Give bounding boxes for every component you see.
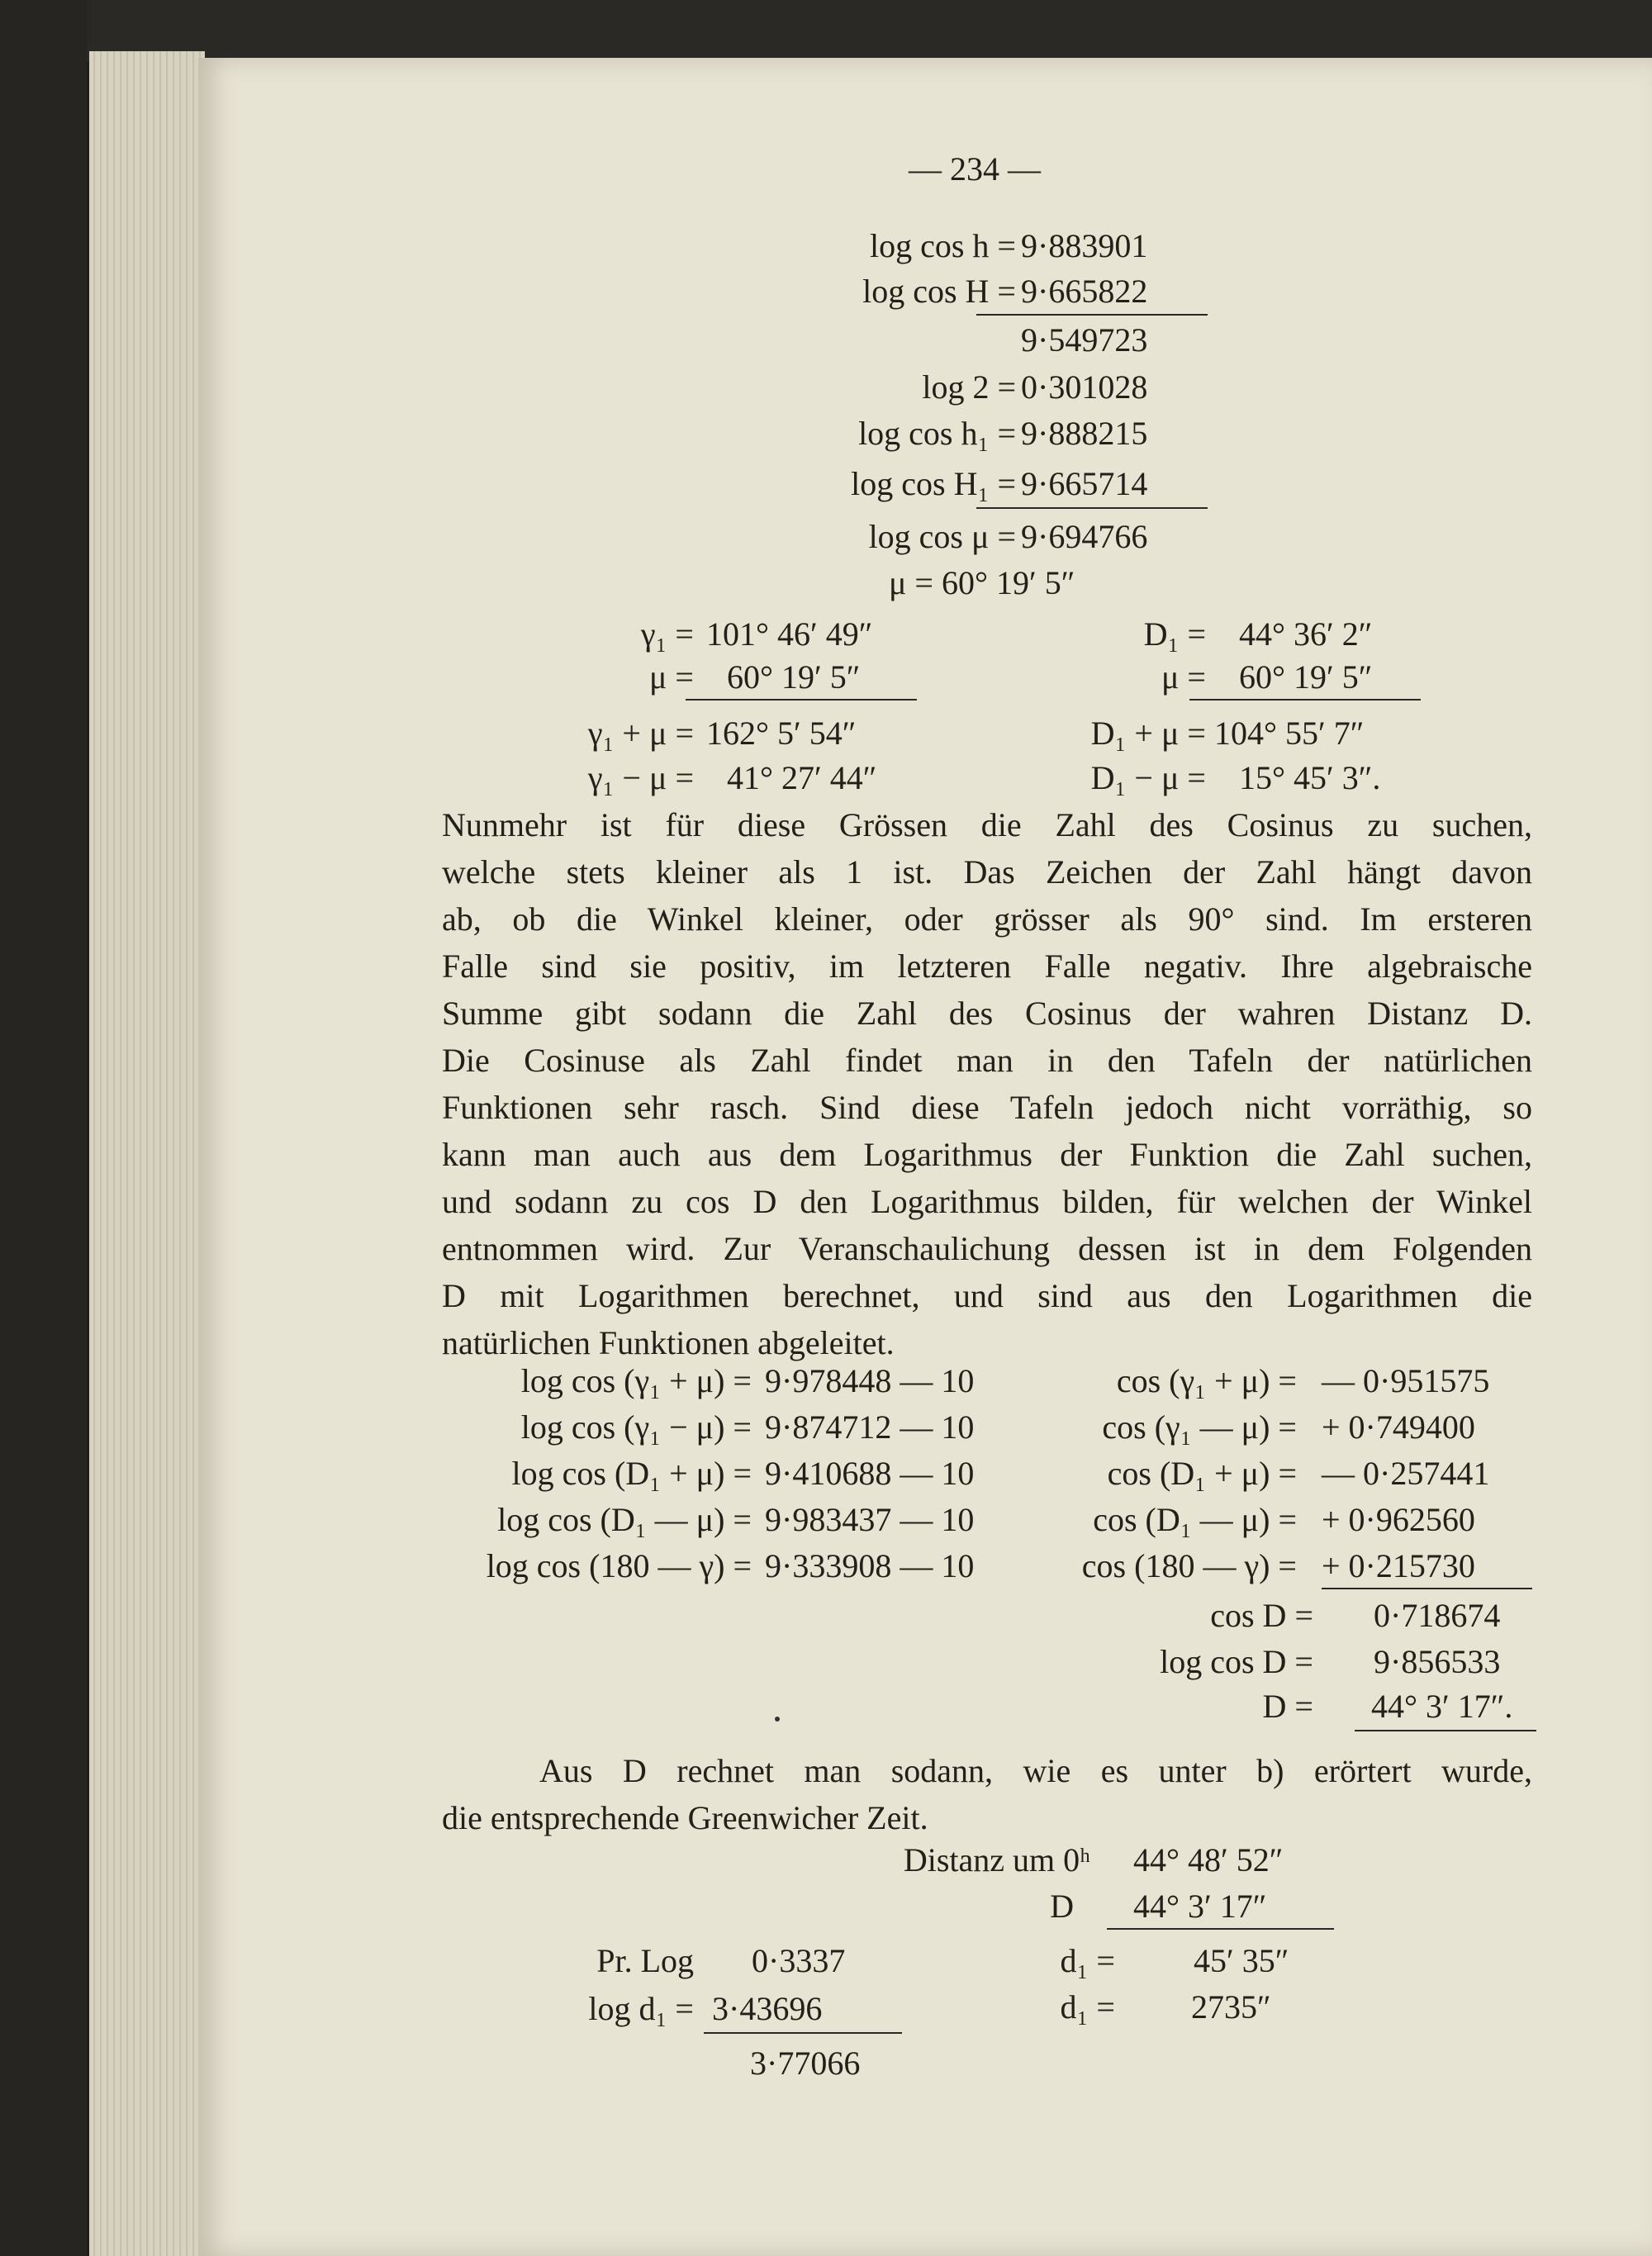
cos-table-log-lhs-3: log cos (D₁ + μ) = (511, 1455, 752, 1492)
paragraph-line: Falle sind sie positiv, im letzteren Falle negativ. Ihre algebraische (442, 948, 1532, 985)
log-rhs-3: 9·549723 (1021, 321, 1148, 359)
gamma-lhs-4: γ₁ − μ = (587, 759, 694, 796)
d-lhs-4: D₁ − μ = (1090, 759, 1206, 796)
distanz-rhs-4: 2735″ (1191, 1988, 1271, 2026)
distanz-rule (1107, 1928, 1334, 1930)
print-speck (775, 1717, 780, 1722)
cos-table-cos-val-1: — 0·951575 (1322, 1362, 1490, 1399)
d-lhs-3: D₁ + μ = (1090, 715, 1206, 752)
cos-table-cos-lhs-5: cos (180 — γ) = (1081, 1547, 1297, 1584)
d-rhs-3: 104° 55′ 7″ (1214, 715, 1365, 752)
log-rhs-2: 9·665822 (1021, 273, 1148, 310)
distanz-lhs-3: d₁ = (1060, 1942, 1115, 1979)
cos-table-cos-val-2: + 0·749400 (1322, 1408, 1475, 1446)
gamma-rhs-2: 60° 19′ 5″ (727, 658, 861, 696)
log-lhs-1: log cos h = (870, 227, 1016, 264)
prlog-rhs-1: 0·3337 (752, 1942, 846, 1979)
prlog-rhs-2: 3·43696 (712, 1990, 823, 2027)
d-rhs-1: 44° 36′ 2″ (1239, 615, 1373, 653)
paragraph-line: D mit Logarithmen berechnet, und sind aus den Logarithmen die (442, 1277, 1532, 1314)
prlog-rhs-3: 3·77066 (750, 2045, 861, 2082)
distanz-lhs-1: Distanz um 0ʰ (903, 1841, 1090, 1878)
result-lhs-1: cos D = (1210, 1597, 1313, 1634)
book-cover-top (0, 0, 1652, 62)
log-lhs-7: log cos μ = (868, 518, 1016, 555)
cos-table-log-val-3: 9·410688 — 10 (765, 1455, 975, 1492)
cos-table-cos-val-3: — 0·257441 (1322, 1455, 1490, 1492)
gamma-rule (686, 699, 917, 701)
log-lhs-6: log cos H₁ = (851, 465, 1016, 502)
result-rhs-1: 0·718674 (1374, 1597, 1501, 1634)
distanz-rhs-3: 45′ 35″ (1194, 1942, 1289, 1979)
log-lhs-8: μ = (888, 564, 933, 601)
paragraph-line: Funktionen sehr rasch. Sind diese Tafeln jedoch nicht vorräthig, so (442, 1089, 1532, 1126)
paragraph-line: die entsprechende Greenwicher Zeit. (442, 1799, 928, 1836)
gamma-rhs-3: 162° 5′ 54″ (706, 715, 857, 752)
log-lhs-2: log cos H = (862, 273, 1016, 310)
result-rhs-3: 44° 3′ 17″. (1371, 1688, 1513, 1725)
prlog-lhs-2: log d₁ = (588, 1990, 694, 2027)
cos-table-log-val-1: 9·978448 — 10 (765, 1362, 975, 1399)
distanz-rhs-2: 44° 3′ 17″ (1133, 1888, 1267, 1925)
d-lhs-2: μ = (1161, 658, 1206, 696)
log-rhs-4: 0·301028 (1021, 368, 1148, 406)
paragraph-closing (442, 1747, 1532, 1841)
gamma-lhs-1: γ₁ = (640, 615, 694, 653)
log-rhs-8: 60° 19′ 5″ (942, 564, 1075, 601)
book-cover-spine (0, 0, 87, 2256)
cos-table-cos-lhs-1: cos (γ₁ + μ) = (1116, 1362, 1297, 1399)
cos-table-log-lhs-1: log cos (γ₁ + μ) = (520, 1362, 752, 1399)
gamma-lhs-2: μ = (648, 658, 694, 696)
gamma-lhs-3: γ₁ + μ = (587, 715, 694, 752)
cos-table-log-val-2: 9·874712 — 10 (765, 1408, 975, 1446)
distanz-lhs-2: D (1050, 1888, 1074, 1925)
prlog-rule (704, 2032, 902, 2034)
result-rule (1355, 1730, 1536, 1731)
paragraph-line: kann man auch aus dem Logarithmus der Funktion die Zahl suchen, (442, 1136, 1532, 1173)
d-lhs-1: D₁ = (1143, 615, 1206, 653)
log-lhs-5: log cos h₁ = (858, 415, 1016, 452)
cos-table-cos-lhs-3: cos (D₁ + μ) = (1107, 1455, 1297, 1492)
paragraph-line: natürlichen Funktionen abgeleitet. (442, 1324, 895, 1361)
result-lhs-2: log cos D = (1160, 1643, 1313, 1680)
cos-table-cos-lhs-4: cos (D₁ — μ) = (1093, 1501, 1297, 1538)
paragraph-line: und sodann zu cos D den Logarithmus bilden, für welchen der Winkel (442, 1183, 1532, 1220)
d-rule (1189, 699, 1421, 701)
cos-table-log-lhs-4: log cos (D₁ — μ) = (497, 1501, 752, 1538)
gamma-rhs-1: 101° 46′ 49″ (706, 615, 873, 653)
paragraph-line: entnommen wird. Zur Veranschaulichung dessen ist in dem Folgenden (442, 1230, 1532, 1267)
distanz-lhs-4: d₁ = (1060, 1988, 1115, 2026)
log-rule-2 (976, 507, 1208, 509)
gamma-rhs-4: 41° 27′ 44″ (727, 759, 877, 796)
cos-table-log-lhs-2: log cos (γ₁ − μ) = (520, 1408, 752, 1446)
log-rhs-5: 9·888215 (1021, 415, 1148, 452)
log-rhs-6: 9·665714 (1021, 465, 1148, 502)
paragraph-line: Die Cosinuse als Zahl findet man in den Tafeln der natürlichen (442, 1042, 1532, 1079)
distanz-rhs-1: 44° 48′ 52″ (1133, 1841, 1284, 1878)
cos-table-cos-lhs-2: cos (γ₁ — μ) = (1102, 1408, 1297, 1446)
log-rhs-1: 9·883901 (1021, 227, 1148, 264)
cos-table-rule (1322, 1588, 1532, 1589)
d-rhs-4: 15° 45′ 3″. (1239, 759, 1381, 796)
paragraph-line: welche stets kleiner als 1 ist. Das Zeichen der Zahl hängt davon (442, 853, 1532, 891)
cos-table-log-val-4: 9·983437 — 10 (765, 1501, 975, 1538)
log-lhs-4: log 2 = (922, 368, 1016, 406)
paragraph-line: Nunmehr ist für diese Grössen die Zahl des Cosinus zu suchen, (442, 806, 1532, 843)
log-rhs-7: 9·694766 (1021, 518, 1148, 555)
cos-table-cos-val-4: + 0·962560 (1322, 1501, 1475, 1538)
log-rule-1 (976, 314, 1208, 316)
paragraph-line: ab, ob die Winkel kleiner, oder grösser als 90° sind. Im ersteren (442, 900, 1532, 938)
result-lhs-3: D = (1262, 1688, 1313, 1725)
paragraph-line: Summe gibt sodann die Zahl des Cosinus der wahren Distanz D. (442, 995, 1532, 1032)
cos-table-cos-val-5: + 0·215730 (1322, 1547, 1475, 1584)
result-rhs-2: 9·856533 (1374, 1643, 1501, 1680)
page-number: — 234 — (909, 150, 1041, 188)
paragraph-main (442, 801, 1532, 1366)
page-edges (89, 51, 205, 2256)
cos-table-log-lhs-5: log cos (180 — γ) = (486, 1547, 752, 1584)
cos-table-log-val-5: 9·333908 — 10 (765, 1547, 975, 1584)
prlog-lhs-1: Pr. Log (596, 1942, 694, 1979)
d-rhs-2: 60° 19′ 5″ (1239, 658, 1373, 696)
paragraph-line: Aus D rechnet man sodann, wie es unter b) erörtert wurde, (539, 1752, 1532, 1789)
